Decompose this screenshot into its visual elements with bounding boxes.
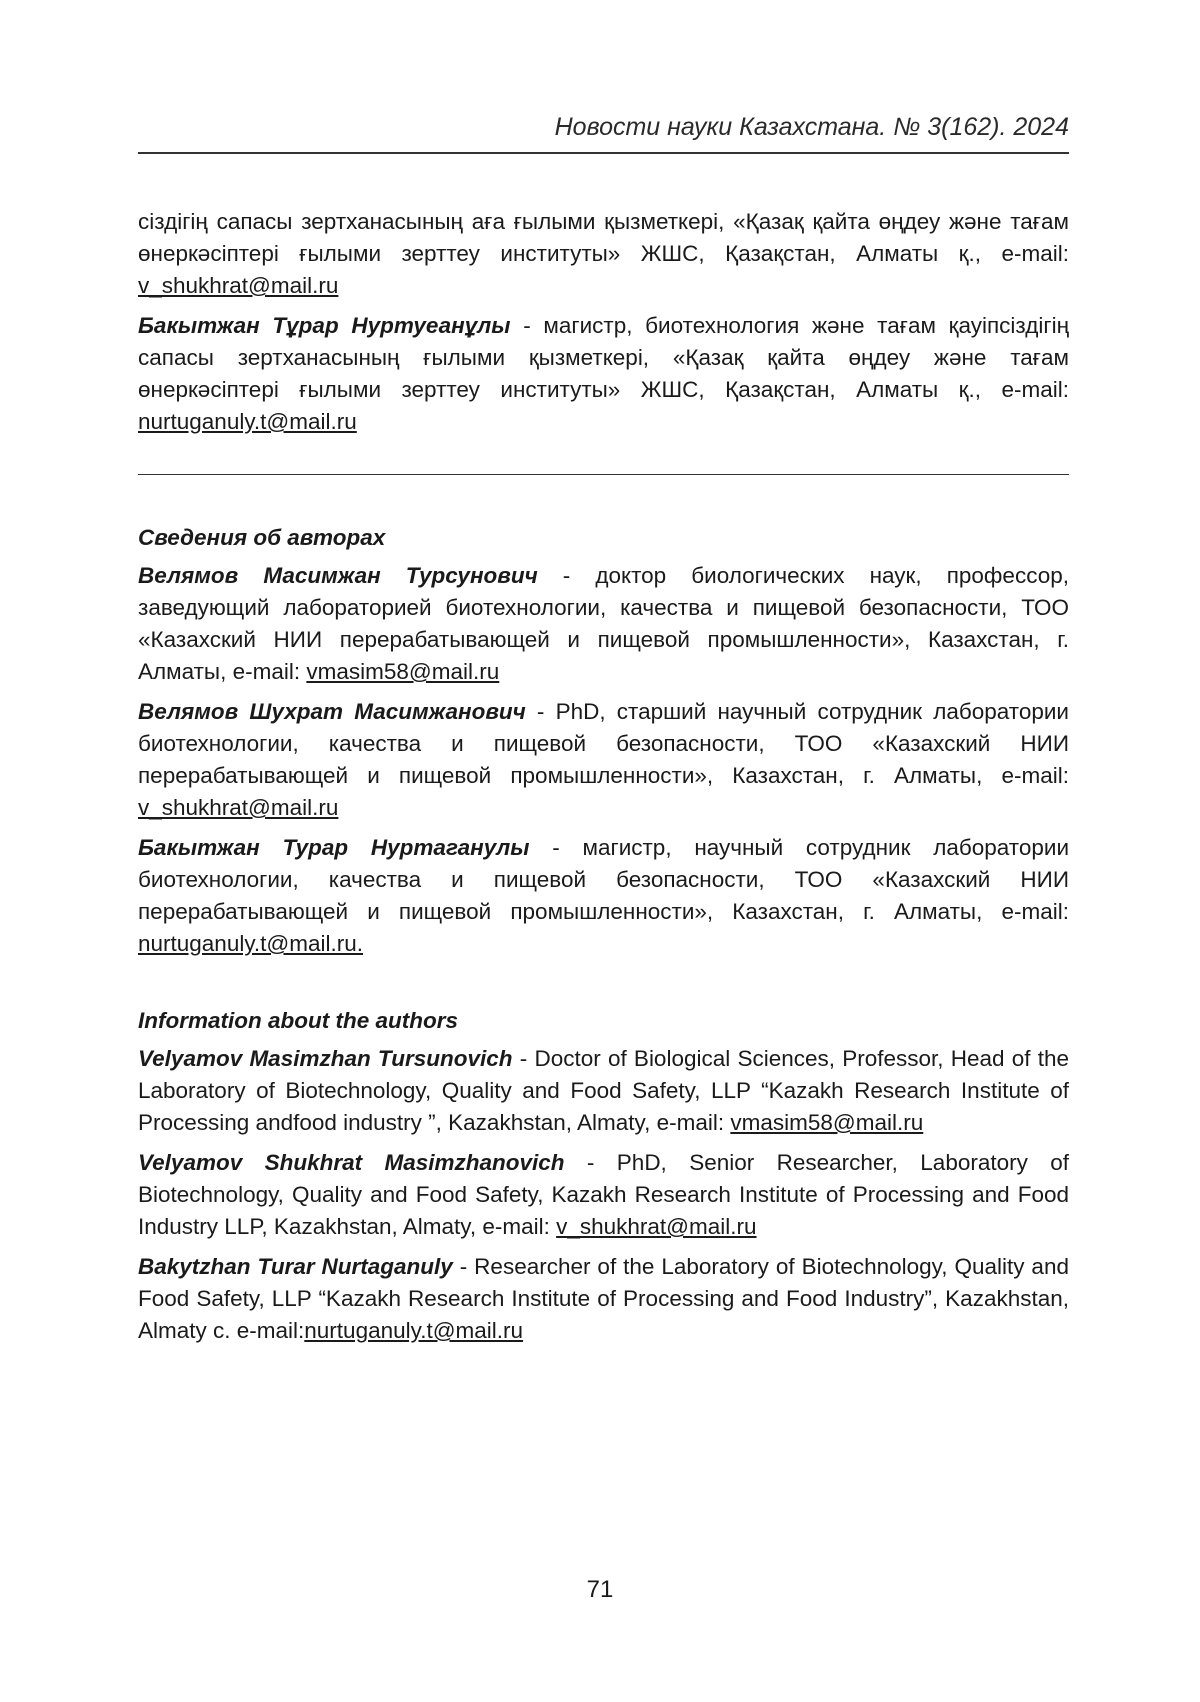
page-number: 71 [586,1576,614,1603]
ru-author-email-link[interactable]: v_shukhrat@mail.ru [138,795,339,820]
ru-author-paragraph [138,560,1069,688]
ru-author-name: Велямов Масимжан Турсунович [138,563,538,588]
en-author-paragraph [138,1043,1069,1139]
en-author-name: Velyamov Shukhrat Masimzhanovich [138,1150,565,1175]
ru-author-name: Бакытжан Турар Нуртаганулы [138,835,530,860]
ru-author-text: - магистр, научный сотрудник лаборатории биотехнологии, качества и пищевой безопасности, ТОО «Казахский НИИ перерабатывающей и пищевой промышленности», Казахстан, г. Алматы, e-mail: [138,835,1070,924]
ru-author-text: - доктор биологических наук, профессор, заведующий лабораторией биотехнологии, качества и пищевой безопасности, ТОО «Казахский НИИ перерабатывающей и пищевой промышленности», Казахстан, г. Алматы, e-mail: [138,563,1069,684]
en-section-title: Information about the authors [138,1008,458,1033]
ru-author-email-link[interactable]: nurtuganuly.t@mail.ru. [138,931,364,956]
en-author-name: Velyamov Masimzhan Tursunovich [138,1046,513,1071]
journal-header: Новости науки Казахстана. № 3(162). 2024 [554,113,1069,141]
en-author-name: Bakytzhan Turar Nurtaganuly [138,1254,453,1279]
en-author-email-link[interactable]: v_shukhrat@mail.ru [556,1214,757,1239]
kz-author-name: Бакытжан Тұрар Нуртуеанұлы [138,313,511,338]
ru-author-email-link[interactable]: vmasim58@mail.ru [306,659,500,684]
kz-author-text: - магистр, биотехнология және тағам қауіпсіздігің сапасы зертханасының ғылыми қызметкері, «Қазақ қайта өңдеу және тағам өнеркәсіптері ғылыми зерттеу институты» ЖШС, Қазақстан, Алматы қ., e-mail: [138,313,1070,402]
ru-author-name: Велямов Шухрат Масимжанович [138,699,526,724]
russian-authors-section [138,522,1069,968]
ru-section-title: Сведения об авторах [138,525,386,550]
kz-author-paragraph [138,310,1069,438]
en-author-paragraph [138,1147,1069,1243]
ru-author-paragraph [138,832,1069,960]
section-divider [138,474,1069,475]
ru-author-text: - PhD, старший научный сотрудник лаборатории биотехнологии, качества и пищевой безопасности, ТОО «Казахский НИИ перерабатывающей и пищевой промышленности», Казахстан, г. Алматы, e-mail: [138,699,1069,788]
ru-author-paragraph [138,696,1069,824]
en-author-email-link[interactable]: vmasim58@mail.ru [730,1110,924,1135]
kz-intro-paragraph [138,206,1069,302]
en-author-email-link[interactable]: nurtuganuly.t@mail.ru [304,1318,524,1343]
english-authors-section [138,1005,1069,1355]
kz-intro-email-link[interactable]: v_shukhrat@mail.ru [138,273,339,298]
header-divider [138,152,1069,154]
en-author-text: - Doctor of Biological Sciences, Professor, Head of the Laboratory of Biotechnology, Quality and Food Safety, LLP “Kazakh Research Institute of Processing andfood industry ”, Kazakhstan, Almaty, e-mail: [138,1046,1069,1135]
en-author-text: - Researcher of the Laboratory of Biotechnology, Quality and Food Safety, LLP “Kazakh Research Institute of Processing and Food Industry”, Kazakhstan, Almaty c. e-mail: [138,1254,1069,1343]
en-author-paragraph [138,1251,1069,1347]
kz-intro-text: сіздігің сапасы зертханасының аға ғылыми қызметкері, «Қазақ қайта өңдеу және тағам өнеркәсіптері ғылыми зерттеу институты» ЖШС, Қазақстан, Алматы қ., e-mail: [138,209,1069,266]
en-author-text: - PhD, Senior Researcher, Laboratory of Biotechnology, Quality and Food Safety, Kazakh Research Institute of Processing and Food Industry LLP, Kazakhstan, Almaty, e-mail: [138,1150,1069,1239]
kazakh-authors-continuation [138,206,1069,446]
kz-author-email-link[interactable]: nurtuganuly.t@mail.ru [138,409,357,434]
